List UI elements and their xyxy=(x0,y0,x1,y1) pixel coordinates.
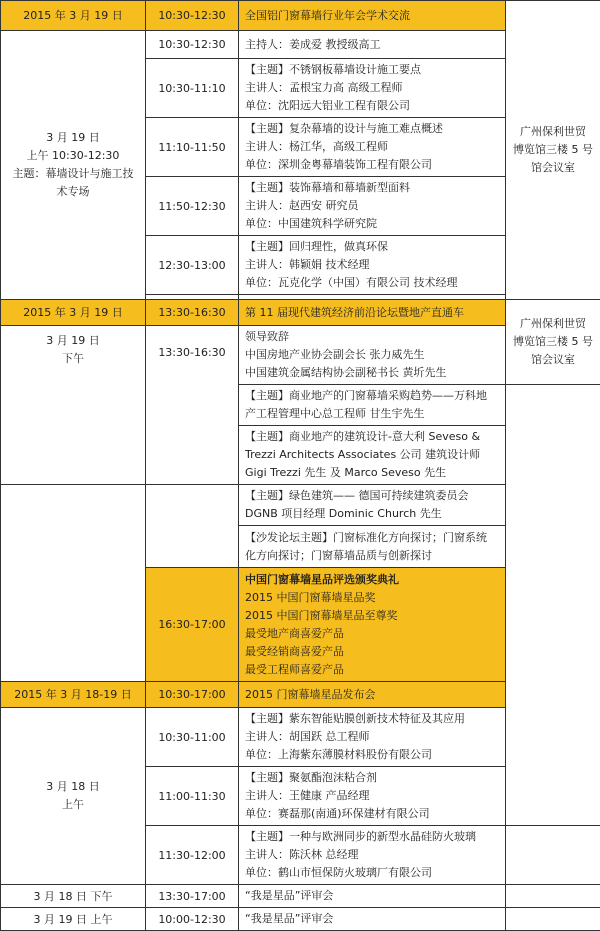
session-label-line: 上午 xyxy=(7,796,139,814)
session-label-cell xyxy=(1,31,146,300)
topic-line: Gigi Trezzi 先生 及 Marco Seveso 先生 xyxy=(245,464,499,482)
venue-cell xyxy=(506,385,600,826)
topic-line: 单位：瓦克化学（中国）有限公司 技术经理 xyxy=(245,274,499,292)
topic-line: 主讲人：王健康 产品经理 xyxy=(245,787,499,805)
topic-cell xyxy=(239,31,506,59)
time-cell: 11:50-12:30 xyxy=(146,177,239,236)
session-label-line: 3 月 19 日 xyxy=(7,129,139,147)
topic-line: 【主题】聚氨酯泡沫粘合剂 xyxy=(245,769,499,787)
venue-cell xyxy=(506,908,600,931)
time-cell: 13:30-16:30 xyxy=(146,300,239,326)
time-cell: 11:00-11:30 xyxy=(146,767,239,826)
topic-cell xyxy=(239,767,506,826)
session-label-cell xyxy=(1,326,146,485)
venue-line: 馆会议室 xyxy=(512,351,594,369)
date-cell: 2015 年 3 月 19 日 xyxy=(1,300,146,326)
topic-line: 中国建筑金属结构协会副秘书长 黄圻先生 xyxy=(245,364,499,382)
topic-line: 单位：深圳金粤幕墙装饰工程有限公司 xyxy=(245,156,499,174)
topic-cell xyxy=(239,326,506,385)
topic-line: 【主题】商业地产的门窗幕墙采购趋势——万科地 xyxy=(245,387,499,405)
topic-line: 主讲人：胡国跃 总工程师 xyxy=(245,728,499,746)
session-label-line: 3 月 19 日 xyxy=(7,332,139,350)
topic-cell xyxy=(239,177,506,236)
award-topic-cell xyxy=(239,568,506,682)
time-cell: 10:30-12:30 xyxy=(146,1,239,31)
venue-line: 广州保利世贸 xyxy=(512,123,594,141)
time-cell: 11:30-12:00 xyxy=(146,826,239,885)
session-label-cell xyxy=(1,485,146,682)
topic-line: 化方向探讨；门窗幕墙品质与创新探讨 xyxy=(245,547,499,565)
session-label-line: 上午 10:30-12:30 xyxy=(7,147,139,165)
topic-cell xyxy=(239,300,506,326)
time-cell: 13:30-16:30 xyxy=(146,326,239,485)
topic-line: 【主题】绿色建筑—— 德国可持续建筑委员会 xyxy=(245,487,499,505)
topic-line: 主讲人：孟根宝力高 高级工程师 xyxy=(245,79,499,97)
topic-line: 【主题】商业地产的建筑设计-意大利 Seveso & xyxy=(245,428,499,446)
topic-cell xyxy=(239,908,506,931)
date-cell: 3 月 18 日 下午 xyxy=(1,885,146,908)
award-line: 2015 中国门窗幕墙星品奖 xyxy=(245,589,499,607)
table-row xyxy=(1,300,600,326)
topic-line: 第 11 届现代建筑经济前沿论坛暨地产直通车 xyxy=(245,304,499,322)
venue-cell xyxy=(506,885,600,908)
time-cell: 10:30-11:10 xyxy=(146,59,239,118)
topic-line: DGNB 项目经理 Dominic Church 先生 xyxy=(245,505,499,523)
venue-line: 博览馆三楼 5 号 xyxy=(512,333,594,351)
date-cell: 2015 年 3 月 18-19 日 xyxy=(1,682,146,708)
session-label-cell xyxy=(1,708,146,885)
time-cell: 12:30-13:00 xyxy=(146,236,239,295)
topic-cell xyxy=(239,1,506,31)
topic-line: Trezzi Architects Associates 公司 建筑设计师 xyxy=(245,446,499,464)
topic-line: “我是星品”评审会 xyxy=(245,910,499,928)
topic-line: 单位：沈阳远大铝业工程有限公司 xyxy=(245,97,499,115)
time-cell: 10:30-12:30 xyxy=(146,31,239,59)
date-cell: 2015 年 3 月 19 日 xyxy=(1,1,146,31)
time-cell: 10:30-17:00 xyxy=(146,682,239,708)
time-cell: 13:30-17:00 xyxy=(146,885,239,908)
topic-cell xyxy=(239,885,506,908)
session-label-line: 术专场 xyxy=(7,183,139,201)
topic-cell xyxy=(239,485,506,526)
topic-cell xyxy=(239,385,506,426)
time-cell: 10:30-11:00 xyxy=(146,708,239,767)
venue-line: 广州保利世贸 xyxy=(512,315,594,333)
topic-line: 领导致辞 xyxy=(245,328,499,346)
topic-line: 【主题】复杂幕墙的设计与施工难点概述 xyxy=(245,120,499,138)
date-cell: 3 月 19 日 上午 xyxy=(1,908,146,931)
topic-line: 【主题】不锈钢板幕墙设计施工要点 xyxy=(245,61,499,79)
venue-cell xyxy=(506,1,600,300)
topic-line: 主讲人：韩颖娟 技术经理 xyxy=(245,256,499,274)
table-row xyxy=(1,1,600,31)
topic-line: 单位：上海紫东薄膜材料股份有限公司 xyxy=(245,746,499,764)
session-label-line: 下午 xyxy=(7,350,139,368)
topic-line: 【沙发论坛主题】门窗标准化方向探讨；门窗系统 xyxy=(245,529,499,547)
venue-line: 博览馆三楼 5 号 xyxy=(512,141,594,159)
topic-cell xyxy=(239,826,506,885)
topic-cell xyxy=(239,118,506,177)
session-label-line: 主题：幕墙设计与施工技 xyxy=(7,165,139,183)
topic-line: 主讲人：陈沃林 总经理 xyxy=(245,846,499,864)
topic-line: 主持人：姜成爱 教授级高工 xyxy=(245,36,499,54)
award-line: 最受经销商喜爱产品 xyxy=(245,643,499,661)
topic-line: 2015 门窗幕墙星品发布会 xyxy=(245,686,499,704)
award-title: 中国门窗幕墙星品评选颁奖典礼 xyxy=(245,571,499,589)
topic-cell xyxy=(239,682,506,708)
topic-line: 中国房地产业协会副会长 张力威先生 xyxy=(245,346,499,364)
topic-line: 单位：鹤山市恒保防火玻璃厂有限公司 xyxy=(245,864,499,882)
table-row xyxy=(1,885,600,908)
topic-cell xyxy=(239,426,506,485)
topic-line: “我是星品”评审会 xyxy=(245,887,499,905)
topic-cell xyxy=(239,59,506,118)
time-cell xyxy=(146,485,239,568)
award-line: 最受地产商喜爱产品 xyxy=(245,625,499,643)
time-cell: 11:10-11:50 xyxy=(146,118,239,177)
time-cell: 16:30-17:00 xyxy=(146,568,239,682)
table-row xyxy=(1,908,600,931)
topic-line: 单位：中国建筑科学研究院 xyxy=(245,215,499,233)
topic-line: 主讲人：赵西安 研究员 xyxy=(245,197,499,215)
topic-line: 【主题】回归理性，做真环保 xyxy=(245,238,499,256)
time-cell: 10:00-12:30 xyxy=(146,908,239,931)
session-label-line: 3 月 18 日 xyxy=(7,778,139,796)
award-line: 最受工程师喜爱产品 xyxy=(245,661,499,679)
topic-cell xyxy=(239,236,506,295)
award-line: 2015 中国门窗幕墙星品至尊奖 xyxy=(245,607,499,625)
topic-line: 主讲人：杨江华，高级工程师 xyxy=(245,138,499,156)
topic-line: 产工程管理中心总工程师 甘生宇先生 xyxy=(245,405,499,423)
topic-line: 【主题】一种与欧洲同步的新型水晶硅防火玻璃 xyxy=(245,828,499,846)
venue-cell xyxy=(506,300,600,385)
topic-line: 单位：赛磊那(南通)环保建材有限公司 xyxy=(245,805,499,823)
topic-cell xyxy=(239,708,506,767)
topic-line: 全国铝门窗幕墙行业年会学术交流 xyxy=(245,7,499,25)
topic-line: 【主题】装饰幕墙和幕墙新型面料 xyxy=(245,179,499,197)
topic-cell xyxy=(239,526,506,568)
venue-line: 馆会议室 xyxy=(512,159,594,177)
topic-line: 【主题】紫东智能贴膜创新技术特征及其应用 xyxy=(245,710,499,728)
